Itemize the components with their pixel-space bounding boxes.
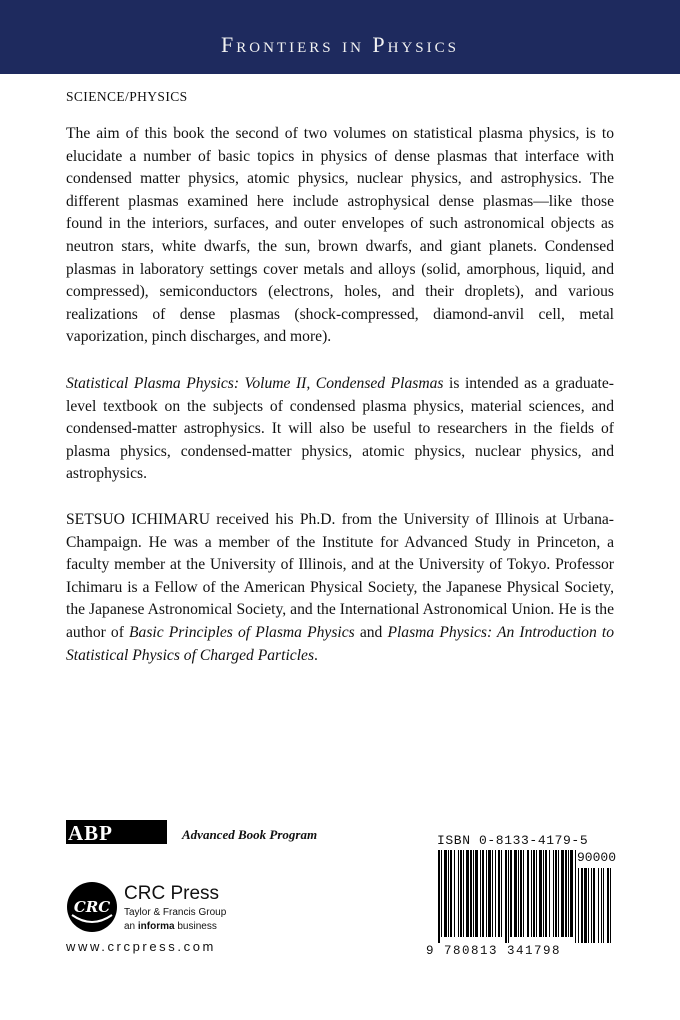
barcode-bar	[508, 850, 509, 943]
barcode-bar	[501, 850, 502, 937]
barcode-bar	[610, 868, 611, 943]
author-bio-text: SETSUO ICHIMARU received his Ph.D. from the University of Illinois at Urbana-Champaign. He was a member of the Institute for Advanced Study in Princeton, a faculty member at the University of Illinois, and at the University of Tokyo. Professor Ichimaru is a Fellow of the American Physical Society, the Japanese Physical Society, the Japanese Astronomical Society, and the International Astronomical Union. He is the author of	[66, 511, 614, 641]
barcode-bar	[492, 850, 493, 937]
author-bio-paragraph	[66, 509, 614, 667]
abp-logo	[66, 820, 167, 844]
barcode-bar	[520, 850, 522, 937]
barcode-bar	[475, 850, 478, 937]
barcode-bar	[558, 850, 559, 937]
barcode-bar	[527, 850, 529, 937]
barcode-bar	[531, 850, 532, 937]
barcode-bar	[601, 868, 602, 943]
barcode-bar	[463, 850, 464, 937]
barcode-bar	[536, 850, 537, 937]
barcode-bar	[533, 850, 535, 937]
informa-prefix: an	[124, 921, 138, 932]
barcode-bar	[466, 850, 469, 937]
informa-suffix: business	[174, 921, 217, 932]
bio-end: .	[314, 646, 318, 664]
barcode-bar	[543, 850, 544, 937]
barcode-bar	[450, 850, 452, 937]
barcode-bar	[495, 850, 496, 937]
series-title: Frontiers in Physics	[221, 32, 459, 57]
barcode-bar	[549, 850, 550, 937]
audience-paragraph	[66, 373, 614, 486]
barcode-bar	[510, 850, 512, 937]
abp-logo-text: ABP	[68, 821, 113, 845]
barcode-bar	[460, 850, 462, 937]
publisher-group: Taylor & Francis Group	[124, 907, 227, 918]
barcode-bar	[575, 850, 576, 943]
price-code: 90000	[577, 850, 617, 865]
publisher-website: www.crcpress.com	[66, 939, 216, 954]
barcode-bar	[607, 868, 609, 943]
barcode-bar	[482, 850, 484, 937]
audience-text: is intended as a graduate-level textbook on the subjects of condensed plasma physics, material sciences, and condensed-matter astrophysics. It will also be useful to researchers in the fields of plasma physics, condensed-matter physics, atomic physics, nuclear physics, and astrophysics.	[66, 375, 614, 483]
description-paragraph: The aim of this book the second of two volumes on statistical plasma physics, is to elucidate a number of basic topics in physics of dense plasmas that interface with condensed matter physics, atomic physics, nuclear physics, and astrophysics. The different plasmas examined here include astrophysical dense plasmas—like those found in the interiors, surfaces, and outer envelopes of such astronomical objects as neutron stars, white dwarfs, the sun, brown dwarfs, and giant planets. Condensed plasmas in laboratory settings cover metals and alloys (solid, amorphous, liquid, and compressed), semiconductors (electrons, holes, and their droplets), and various realizations of dense plasmas (shock-compressed, diamond-anvil cell, metal vaporization, pinch discharges, and more).	[66, 125, 614, 346]
publisher-informa	[124, 921, 217, 932]
crc-logo-icon	[66, 881, 118, 933]
barcode-bar	[486, 850, 487, 937]
barcode-bar	[593, 868, 595, 943]
other-book-title-1: Basic Principles of Plasma Physics	[129, 623, 355, 641]
barcode-bar	[555, 850, 557, 937]
barcode-bar	[603, 868, 604, 943]
series-banner	[0, 0, 680, 74]
barcode-bar	[565, 850, 567, 937]
barcode-bar	[545, 850, 547, 937]
barcode-bar	[568, 850, 569, 937]
barcode-bar	[584, 868, 587, 943]
barcode-bar	[473, 850, 474, 937]
isbn-label: ISBN 0-8133-4179-5	[437, 833, 589, 848]
barcode-bar	[553, 850, 554, 937]
barcode-bar	[591, 868, 592, 943]
crc-logo-text: CRC	[73, 898, 111, 916]
category-label: SCIENCE/PHYSICS	[66, 89, 188, 104]
abp-label: Advanced Book Program	[182, 827, 318, 842]
barcode-bar	[458, 850, 459, 937]
barcode-bar	[480, 850, 481, 937]
barcode-bar	[598, 868, 599, 943]
barcode-bar	[561, 850, 564, 937]
barcode-bar	[570, 850, 573, 937]
barcode-bar	[448, 850, 449, 937]
book-title: Statistical Plasma Physics: Volume II, Condensed Plasmas	[66, 375, 444, 392]
barcode-bar	[581, 868, 583, 943]
barcode-bar	[505, 850, 507, 943]
informa-name: informa	[137, 921, 175, 932]
barcode-bar	[438, 850, 440, 943]
barcode-bar	[523, 850, 524, 937]
barcode-bar	[498, 850, 500, 937]
barcode-bar	[518, 850, 519, 937]
barcode-bar	[444, 850, 447, 937]
bio-conjunction: and	[354, 623, 388, 641]
other-book-title-2: Plasma Physics: An Introduction to Statistical Physics of Charged Particles	[66, 623, 614, 664]
ean-digits: 9 780813 341798	[426, 944, 562, 958]
barcode-bar	[588, 868, 589, 943]
barcode-bar	[470, 850, 472, 937]
barcode-bar	[488, 850, 491, 937]
barcode-bar	[441, 850, 442, 937]
barcode-bar	[539, 850, 542, 937]
barcode-bar	[578, 868, 579, 943]
barcode-bar	[454, 850, 455, 937]
barcode-bar	[514, 850, 517, 937]
publisher-name: CRC Press	[124, 883, 220, 904]
